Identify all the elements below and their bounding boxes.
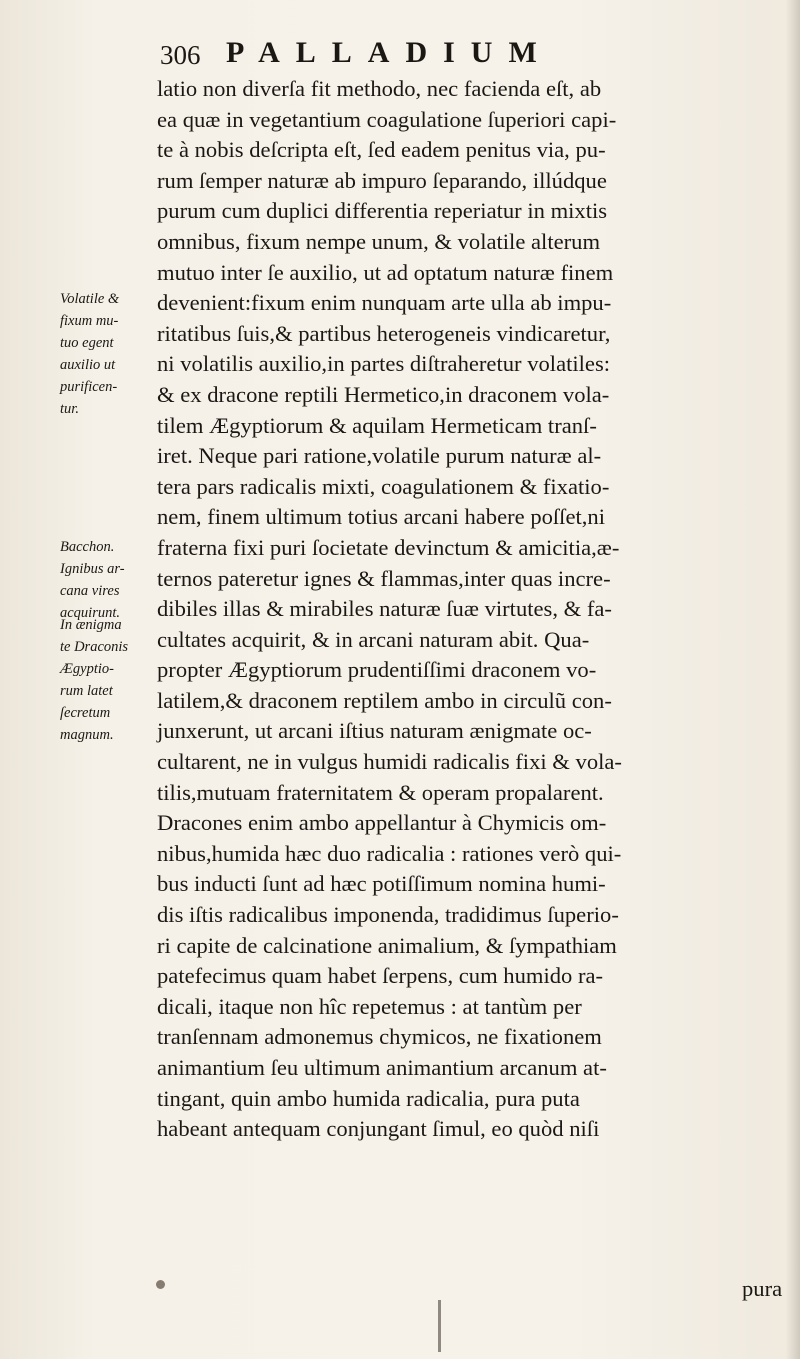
margin-note-line: Ægyptio- (60, 661, 114, 677)
page-header (160, 36, 630, 76)
text-line: te à nobis deſcripta eſt, ſed eadem penitus via, pu- (157, 137, 606, 163)
text-line: tilem Ægyptiorum & aquilam Hermeticam tranſ- (157, 412, 597, 438)
margin-note-line: Bacchon. (60, 539, 115, 555)
text-line: dis iſtis radicalibus imponenda, tradidimus ſuperio- (157, 902, 619, 928)
margin-note-line: Ignibus ar- (60, 561, 125, 577)
text-line: habeant antequam conjungant ſimul, eo quòd niſi (157, 1116, 600, 1142)
text-line: tranſennam admonemus chymicos, ne fixationem (157, 1024, 602, 1050)
text-line: fraterna fixi puri ſocietate devinctum & amicitia,æ- (157, 534, 620, 560)
margin-note-line: Volatile & (60, 291, 120, 307)
text-line: Dracones enim ambo appellantur à Chymicis om- (157, 810, 607, 836)
main-text-block (157, 74, 785, 1145)
bottom-rule-mark (438, 1300, 441, 1352)
text-line: bus inducti ſunt ad hæc potiſſimum nomina humi- (157, 871, 606, 897)
margin-note-line: tuo egent (60, 335, 114, 351)
margin-note-line: cana vires (60, 583, 120, 599)
margin-note-line: magnum. (60, 727, 114, 743)
text-line: mutuo inter ſe auxilio, ut ad optatum naturæ finem (157, 259, 614, 285)
text-line: rum ſemper naturæ ab impuro ſeparando, illúdque (157, 167, 607, 193)
page-edge-shadow (786, 0, 800, 1359)
text-line: nem, finem ultimum totius arcani habere poſſet,ni (157, 504, 605, 530)
margin-note-line: acquirunt. (60, 605, 121, 621)
margin-note-line: auxilio ut (60, 357, 116, 373)
margin-note-volatile (60, 288, 155, 420)
text-line: tilis,mutuam fraternitatem & operam propalarent. (157, 779, 604, 805)
page-number: 306 (160, 40, 201, 70)
margin-note-line: tur. (60, 401, 79, 417)
text-line: ni volatilis auxilio,in partes diſtraheretur volatiles: (157, 351, 611, 377)
text-line: omnibus, fixum nempe unum, & volatile alterum (157, 228, 601, 254)
text-line: cultates acquirit, & in arcani naturam abit. Qua- (157, 626, 590, 652)
text-line: latio non diverſa fit methodo, nec facienda eſt, ab (157, 76, 602, 101)
text-line: latilem,& draconem reptilem ambo in circulũ con- (157, 687, 612, 713)
text-line: ri capite de calcinatione animalium, & ſympathiam (157, 932, 617, 958)
text-line: nibus,humida hæc duo radicalia : rationes verò qui- (157, 840, 622, 866)
text-line: animantium ſeu ultimum animantium arcanum at- (157, 1055, 607, 1080)
text-line: & ex dracone reptili Hermetico,in draconem vola- (157, 381, 610, 407)
margin-note-bacchon (60, 536, 155, 624)
text-line: cultarent, ne in vulgus humidi radicalis fixi & vola- (157, 749, 622, 775)
catchword: pura (742, 1276, 783, 1301)
running-title: PALLADIUM (226, 36, 553, 69)
margin-note-line: ſecretum (60, 705, 111, 721)
margin-note-line: purificen- (60, 379, 118, 395)
text-line: dibiles illas & mirabiles naturæ ſuæ virtutes, & fa- (157, 596, 612, 622)
text-line: ea quæ in vegetantium coagulatione ſuperiori capi- (157, 106, 617, 132)
text-line: tingant, quin ambo humida radicalia, pura puta (157, 1085, 580, 1111)
text-line: junxerunt, ut arcani iſtius naturam ænigmate oc- (157, 718, 592, 744)
margin-note-enigma (60, 614, 155, 746)
ink-stain (156, 1280, 165, 1289)
text-line: tera pars radicalis mixti, coagulationem & fixatio- (157, 473, 610, 499)
margin-note-line: te Draconis (60, 639, 129, 655)
text-line: iret. Neque pari ratione,volatile purum naturæ al- (157, 443, 602, 469)
text-line: propter Ægyptiorum prudentiſſimi draconem vo- (157, 657, 597, 683)
text-line: devenient:fixum enim nunquam arte ulla ab impu- (157, 290, 612, 316)
margin-note-line: rum latet (60, 683, 113, 699)
text-line: purum cum duplici differentia reperiatur in mixtis (157, 198, 608, 224)
text-line: patefecimus quam habet ſerpens, cum humido ra- (157, 963, 604, 989)
margin-note-line: fixum mu- (60, 313, 119, 329)
text-line: dicali, itaque non hîc repetemus : at tantùm per (157, 993, 582, 1019)
margin-note-line: In ænigma (60, 617, 122, 633)
text-line: ritatibus ſuis,& partibus heterogeneis vindicaretur, (157, 320, 611, 346)
text-line: ternos pateretur ignes & flammas,inter quas incre- (157, 565, 611, 591)
